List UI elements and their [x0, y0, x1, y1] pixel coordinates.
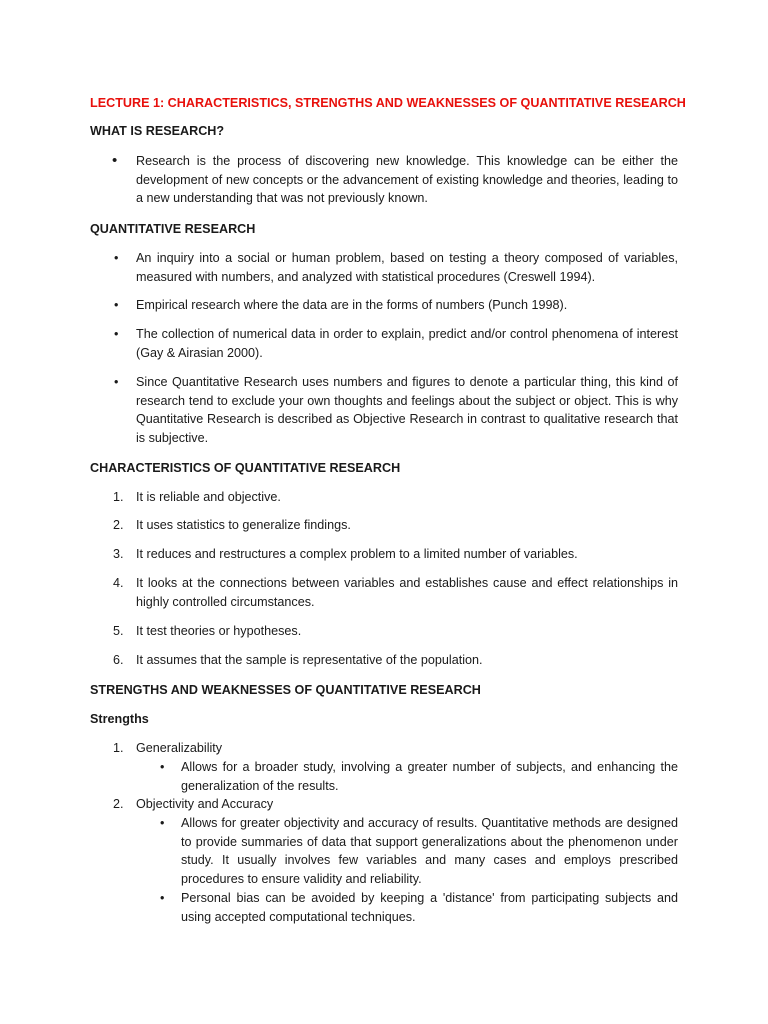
heading-quantitative-research: QUANTITATIVE RESEARCH — [90, 222, 256, 236]
bullet-icon: • — [160, 891, 165, 905]
heading-what-is-research: WHAT IS RESEARCH? — [90, 124, 225, 138]
bullet-icon: • — [114, 375, 119, 389]
bullet-icon: • — [114, 298, 119, 312]
bullet-icon: • — [114, 327, 119, 341]
heading-strengths-weaknesses: STRENGTHS AND WEAKNESSES OF QUANTITATIVE RESEARCH — [90, 683, 481, 697]
bullet-icon: • — [160, 760, 165, 774]
heading-characteristics: CHARACTERISTICS OF QUANTITATIVE RESEARCH — [90, 461, 401, 475]
bullet-icon: • — [112, 152, 118, 169]
bullet-icon: • — [114, 251, 119, 265]
subheading-strengths: Strengths — [90, 712, 149, 726]
lecture-title: LECTURE 1: CHARACTERISTICS, STRENGTHS AND WEAKNESSES OF QUANTITATIVE RESEARCH — [90, 96, 686, 110]
bullet-icon: • — [160, 816, 165, 830]
